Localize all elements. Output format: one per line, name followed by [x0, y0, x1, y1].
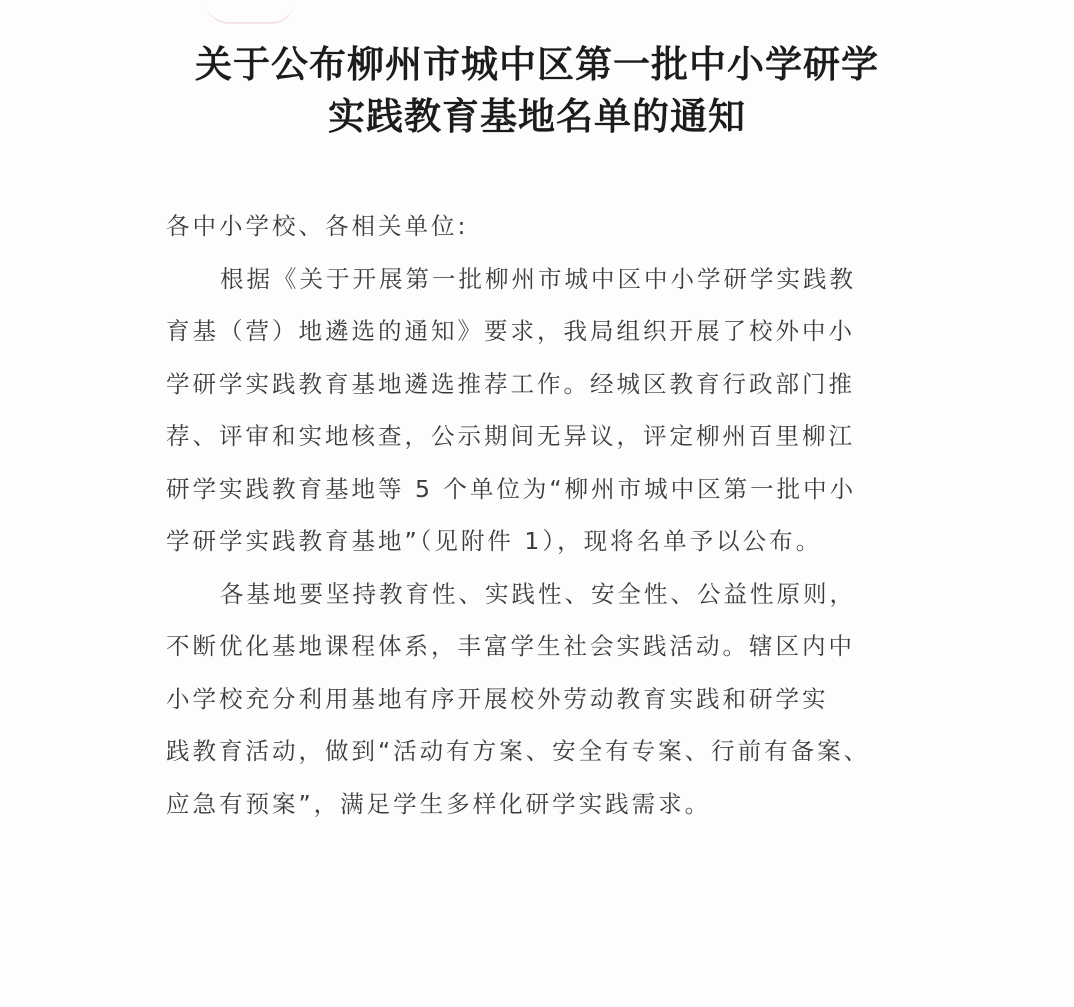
paragraph-line: 应急有预案”，满足学生多样化研学实践需求。: [166, 789, 712, 818]
paragraph-line: 不断优化基地课程体系，丰富学生社会实践活动。辖区内中: [166, 632, 855, 660]
paragraph-1: [166, 253, 918, 568]
paragraph-line: 育基（营）地遴选的通知》要求，我局组织开展了校外中小: [166, 317, 855, 345]
document-body: [166, 200, 918, 830]
paragraph-line: 荐、评审和实地核查，公示期间无异议，评定柳州百里柳江: [166, 422, 855, 450]
paragraph-line: 研学实践教育基地等 5 个单位为“柳州市城中区第一批中小: [166, 474, 857, 503]
paragraph-2: [166, 568, 918, 831]
paragraph-line: 学研学实践教育基地”（见附件 1），现将名单予以公布。: [166, 527, 823, 555]
document-title: [120, 38, 954, 142]
paragraph-line: 小学校充分利用基地有序开展校外劳动教育实践和研学实: [166, 684, 829, 713]
paragraph-line: 践教育活动，做到“活动有方案、安全有专案、行前有备案、: [166, 737, 871, 765]
paragraph-line: 各基地要坚持教育性、实践性、安全性、公益性原则，: [220, 579, 856, 608]
title-line-1: 关于公布柳州市城中区第一批中小学研学: [195, 42, 879, 86]
paragraph-line: 根据《关于开展第一批柳州市城中区中小学研学实践教: [220, 264, 856, 293]
seal-fragment: [205, 0, 295, 24]
salutation: 各中小学校、各相关单位:: [166, 212, 469, 240]
paragraph-line: 学研学实践教育基地遴选推荐工作。经城区教育行政部门推: [166, 369, 855, 398]
title-line-2: 实践教育基地名单的通知: [328, 94, 746, 138]
